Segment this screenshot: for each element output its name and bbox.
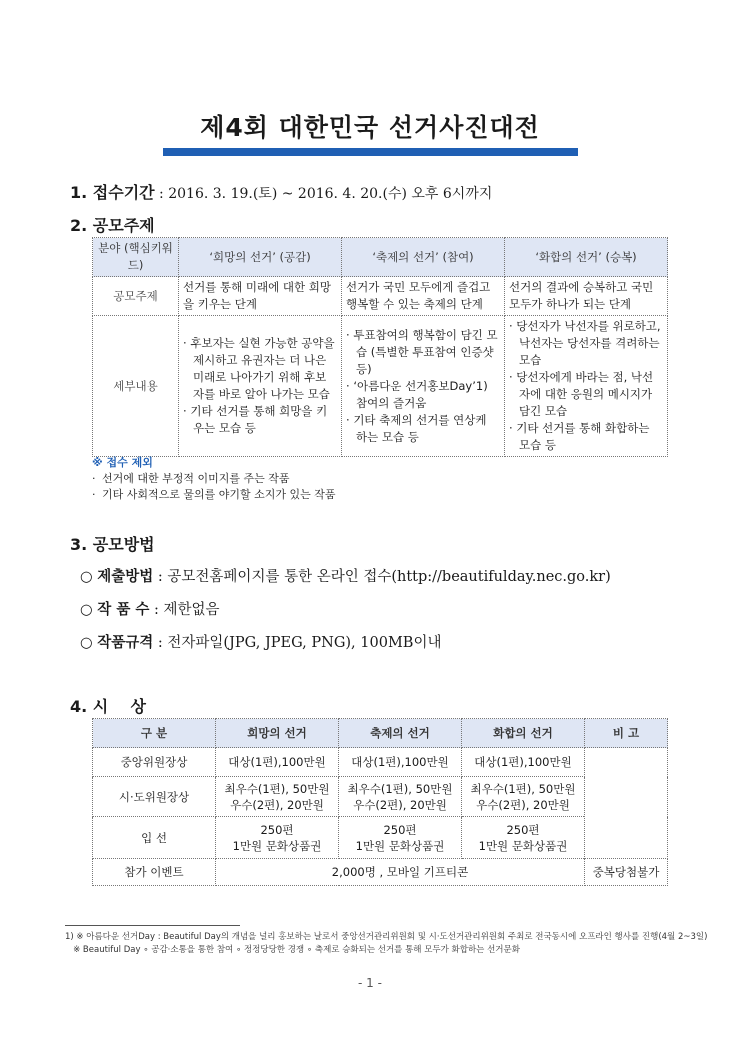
section-1: [70, 180, 492, 203]
detail-festival: [342, 316, 505, 457]
theme-label: 공모주제: [93, 277, 179, 316]
detail-item: · 당선자가 낙선자를 위로하고, 낙선자는 당선자를 격려하는 모습: [508, 319, 661, 367]
section-2-label: 2. 공모주제: [70, 216, 155, 235]
footnote: [65, 931, 707, 957]
award-cell: 최우수(1편), 50만원 우수(2편), 20만원: [216, 777, 339, 817]
method-format: ○ 작품규격 : 전자파일(JPG, JPEG, PNG), 100MB이내: [80, 635, 442, 651]
circle-bullet-icon: ○: [80, 602, 93, 618]
page-number: - 1 -: [358, 976, 382, 990]
award-row: [93, 777, 668, 817]
detail-harmony: [504, 316, 667, 457]
award-header-hope: 희망의 선거: [216, 719, 339, 748]
detail-item: · 후보자는 실현 가능한 공약을 제시하고 유권자는 더 나은 미래로 나아가기 위해 후보자를 바로 알아 나가는 모습: [183, 336, 335, 401]
award-cell: 대상(1편),100만원: [462, 748, 585, 777]
footnote-line-1: 1) ※ 아름다운 선거Day : Beautiful Day의 개념을 널리 홍보하는 날로서 중앙선거관리위원회 및 시·도선거관리위원회 주최로 전국동시에 오프라인 행사를 진행(4월 2~3일): [65, 932, 708, 942]
detail-item: · 기타 선거를 통해 희망을 키우는 모습 등: [183, 404, 328, 435]
award-remarks-empty: [585, 748, 668, 859]
exclusion-note: [92, 455, 336, 503]
section-3-label: 3. 공모방법: [70, 535, 155, 554]
circle-bullet-icon: ○: [80, 569, 93, 585]
header-field: 분야 (핵심키워드): [93, 238, 179, 277]
theme-table: [92, 237, 668, 457]
header-hope: ‘희망의 선거’ (공감): [179, 238, 342, 277]
theme-hope: 선거를 통해 미래에 대한 희망을 키우는 단계: [179, 277, 342, 316]
footnote-line-2: ※ Beautiful Day ∘ 공감·소통을 통한 참여 ∘ 정정당당한 경쟁 ∘ 축제로 승화되는 선거를 통해 모두가 화합하는 선거문화: [65, 945, 520, 955]
detail-item: · 기타 축제의 선거를 연상케 하는 모습 등: [346, 412, 487, 444]
section-1-label: 1. 접수기간: [70, 183, 155, 202]
footnote-divider: [65, 925, 240, 926]
method-count: ○ 작 품 수 : 제한없음: [80, 602, 220, 618]
award-cell: 최우수(1편), 50만원 우수(2편), 20만원: [462, 777, 585, 817]
award-label: 시·도위원장상: [93, 777, 216, 817]
award-header-festival: 축제의 선거: [339, 719, 462, 748]
event-row: [93, 859, 668, 886]
award-cell: 250편 1만원 문화상품권: [462, 817, 585, 859]
exclusion-item: · 기타 사회적으로 물의를 야기할 소지가 있는 작품: [92, 488, 336, 501]
detail-item: · 투표참여의 행복함이 담긴 모습 (특별한 투표참여 인증샷 등): [346, 327, 498, 376]
award-row: [93, 748, 668, 777]
header-harmony: ‘화합의 선거’ (승복): [504, 238, 667, 277]
detail-item: · ‘아름다운 선거홍보Day’1) 참여의 즐거움: [346, 378, 488, 410]
award-cell: 대상(1편),100만원: [339, 748, 462, 777]
exclusion-title: ※ 접수 제외: [92, 456, 153, 469]
event-label: 참가 이벤트: [93, 859, 216, 886]
page-title: 제4회 대한민국 선거사진대전: [200, 113, 540, 142]
theme-row: [93, 277, 668, 316]
award-label: 중앙위원장상: [93, 748, 216, 777]
method-submission: ○ 제출방법 : 공모전홈페이지를 통한 온라인 접수(http://beautifulday.nec.go.kr): [80, 569, 611, 585]
theme-festival: 선거가 국민 모두에게 즐겁고 행복할 수 있는 축제의 단계: [342, 277, 505, 316]
award-cell: 250편 1만원 문화상품권: [216, 817, 339, 859]
award-cell: 최우수(1편), 50만원 우수(2편), 20만원: [339, 777, 462, 817]
event-note: 중복당첨불가: [585, 859, 668, 886]
theme-table-header: [93, 238, 668, 277]
detail-hope: [179, 316, 342, 457]
award-label: 입 선: [93, 817, 216, 859]
header-festival: ‘축제의 선거’ (참여): [342, 238, 505, 277]
event-value: 2,000명 , 모바일 기프티콘: [216, 859, 585, 886]
detail-label: 세부내용: [93, 316, 179, 457]
award-header-category: 구 분: [93, 719, 216, 748]
section-4-label: 4. 시 상: [70, 697, 146, 716]
award-cell: 250편 1만원 문화상품권: [339, 817, 462, 859]
submission-period: : 2016. 3. 19.(토) ~ 2016. 4. 20.(수) 오후 6시까지: [154, 186, 493, 202]
award-header-remarks: 비 고: [585, 719, 668, 748]
detail-item: · 당선자에게 바라는 점, 낙선자에 대한 응원의 메시지가 담긴 모습: [508, 370, 654, 418]
exclusion-item: · 선거에 대한 부정적 이미지를 주는 작품: [92, 472, 290, 485]
award-table-header: [93, 719, 668, 748]
title-underline: [163, 148, 578, 156]
theme-harmony: 선거의 결과에 승복하고 국민 모두가 하나가 되는 단계: [504, 277, 667, 316]
award-header-harmony: 화합의 선거: [462, 719, 585, 748]
award-table: [92, 718, 668, 886]
detail-row: [93, 316, 668, 457]
circle-bullet-icon: ○: [80, 635, 93, 651]
award-row: [93, 817, 668, 859]
award-cell: 대상(1편),100만원: [216, 748, 339, 777]
detail-item: · 기타 선거를 통해 화합하는 모습 등: [508, 421, 650, 452]
